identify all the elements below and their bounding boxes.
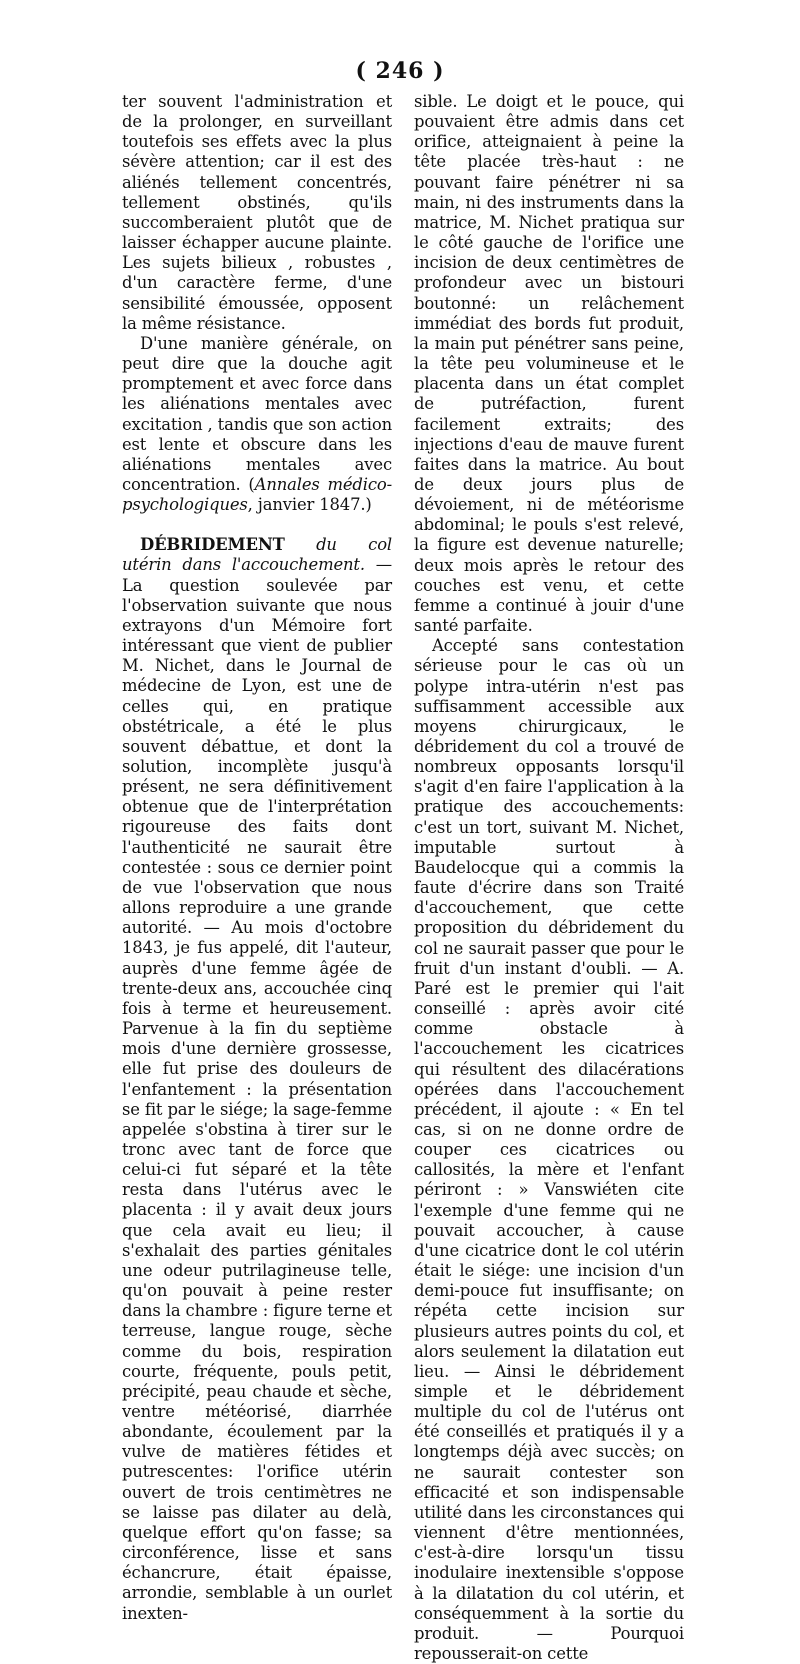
paragraph-douche-summary xyxy=(122,334,392,515)
paragraph-text: D'une manière générale, on peut dire que la douche agit promptement et avec force dans les aliénations mentales avec excitation , tandis que son action est lente et obscure dans les aliénations mentales avec concentration. ( xyxy=(122,333,392,494)
page-number: ( 246 ) xyxy=(355,58,445,84)
paragraph-debridement-history: Accepté sans contestation sérieuse pour le cas où un polype intra-utérin n'est pas suffisamment accessible aux moyens chirurgicaux, le débridement du col a trouvé de nombreux opposants lorsqu'il s'agit d'en faire l'application à la pratique des accouchements: c'est un tort, suivant M. Nichet, imputable surtout à Baudelocque qui a commis la faute d'écrire dans son Traité d'accouchement, que cette proposition du débridement du col ne saurait passer que pour le fruit d'un instant d'oubli. — A. Paré est le premier qui l'ait conseillé : après avoir cité comme obstacle à l'accouchement les cicatrices qui résultent des dilacérations opérées dans l'accouchement précédent, il ajoute : « En tel cas, si on ne donne ordre de couper ces cicatrices ou callosités, la mère et l'enfant périront : » Vanswiéten cite l'exemple d'une femme qui ne pouvait accoucher, à cause d'une cicatrice dont le col utérin était le siége: une incision d'un demi-pouce fut insuffisante; on répéta cette incision sur plusieurs autres points du col, et alors seulement la dilatation eut lieu. — Ainsi le débridement simple et le débridement multiple du col de l'utérus ont été conseillés et pratiqués il y a longtemps déjà avec succès; on ne saurait contester son efficacité et son indispensable utilité dans les circonstances qui viennent d'être mentionnées, c'est-à-dire lorsqu'un tissu inodulaire inextensible s'oppose à la dilatation du col utérin, et conséquemment à la sortie du produit. — Pourquoi repousserait-on cette xyxy=(414,636,684,1664)
citation-journal: Annales médico-psychologiques xyxy=(122,474,392,515)
left-column xyxy=(122,92,392,1624)
paragraph-spacer xyxy=(122,515,392,535)
article-text: — La question soulevée par l'observation suivante que nous extrayons d'un Mémoire fort intéressant que vient de publier M. Nichet, dans le Journal de médecine de Lyon, est une de celles qui, en pratique obstétricale, a été le plus souvent débattue, et dont la solution, incomplète jusqu'à présent, ne sera définitivement obtenue que de l'interprétation rigoureuse des faits dont l'authenticité ne saurait être contestée : sous ce dernier point de vue l'observation que nous allons reproduire a une grande autorité. — Au mois d'octobre 1843, je fus appelé, dit l'auteur, auprès d'une femme âgée de trente-deux ans, accouchée cinq fois à terme et heureusement. Parvenue à la fin du septième mois d'une dernière grossesse, elle fut prise des douleurs de l'enfantement : la présentation se fit par le siége; la sage-femme appelée s'obstina à tirer sur le tronc avec tant de force que celui-ci fut séparé et la tête resta dans l'utérus avec le placenta : il y avait deux jours que cela avait eu lieu; il s'exhalait des parties génitales une odeur putrilagineuse telle, qu'on pouvait à peine rester dans la chambre : figure terne et terreuse, langue rouge, sèche comme du bois, respiration courte, fréquente, pouls petit, précipité, peau chaude et sèche, ventre météorisé, diarrhée abondante, écoulement par la vulve de matières fétides et putrescentes: l'orifice utérin ouvert de trois centimètres ne se laisse pas dilater au delà, quelque effort qu'on fasse; sa circonférence, lisse et sans échancrure, était épaisse, arrondie, semblable à un ourlet inexten- xyxy=(122,555,393,1623)
article-heading: DÉBRIDEMENT xyxy=(140,535,285,555)
article-subtitle: du col utérin dans l'accouchement. xyxy=(122,535,393,575)
right-column xyxy=(414,92,684,1664)
paragraph-case-continuation: sible. Le doigt et le pouce, qui pouvaient être admis dans cet orifice, atteignaient à peine la tête placée très-haut : ne pouvant faire pénétrer ni sa main, ni des instruments dans la matrice, M. Nichet pratiqua sur le côté gauche de l'orifice une incision de deux centimètres de profondeur avec un bistouri boutonné: un relâchement immédiat des bords fut produit, la main put pénétrer sans peine, la tête peu volumineuse et le placenta dans un état complet de putréfaction, furent facilement extraits; des injections d'eau de mauve furent faites dans la matrice. Au bout de deux jours plus de dévoiement, ni de météorisme abdominal; le pouls s'est relevé, la figure est devenue naturelle; deux mois après le retour des couches est venu, et cette femme a continué à jouir d'une santé parfaite. xyxy=(414,92,684,636)
citation-date: , janvier 1847.) xyxy=(247,495,372,515)
article-debridement xyxy=(122,535,392,1623)
paragraph-douche-precautions: ter souvent l'administration et de la prolonger, en surveillant toutefois ses effets avec la plus sévère attention; car il est des aliénés tellement concentrés, tellement obstinés, qu'ils succomberaient plutôt que de laisser échapper aucune plainte. Les sujets bilieux , robustes , d'un caractère ferme, d'une sensibilité émoussée, opposent la même résistance. xyxy=(122,92,392,333)
